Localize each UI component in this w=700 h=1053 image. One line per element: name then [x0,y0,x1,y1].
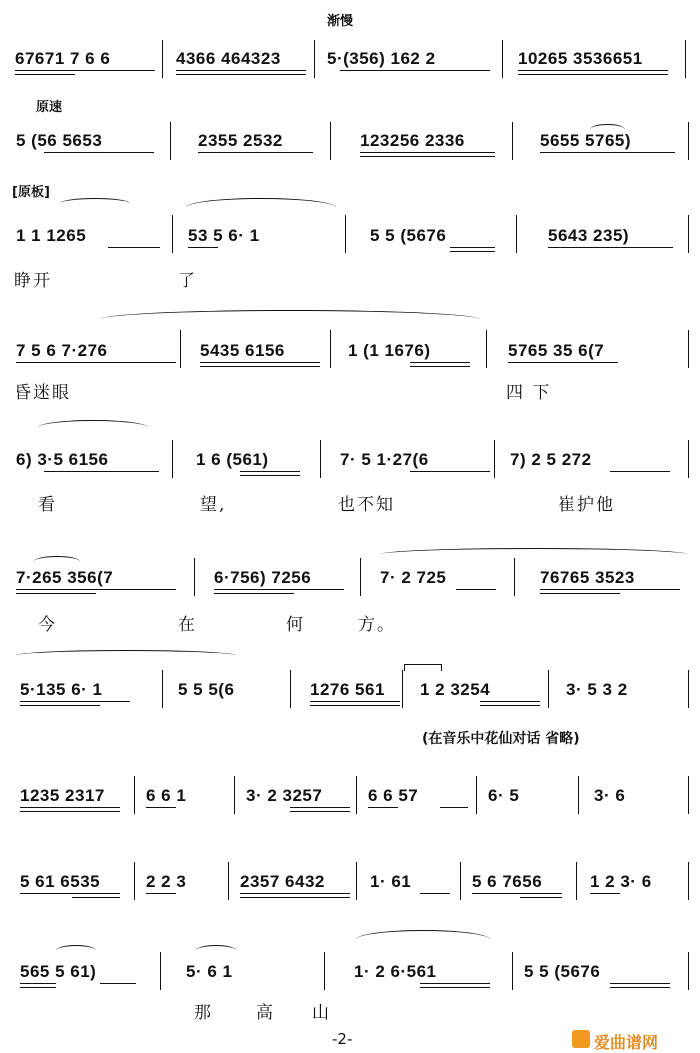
measure-r5-3: 7· 5 1·27(6 [340,450,429,469]
measure-r8-3: 3· 2 3257 [246,786,323,805]
barline [314,40,315,78]
measure-r9-5: 5 6 7656 [472,872,543,891]
measure-r1-4: 10265 3536651 [518,49,643,68]
measure-r4-2: 5435 6156 [200,341,285,360]
measure-r9-4: 1· 61 [370,872,412,891]
lyrics-r6-2: 在 [178,615,197,635]
lyrics-r6-3: 何 [286,615,305,635]
measure-r10-3: 1· 2 6·561 [354,962,437,981]
measure-r5-4: 7) 2 5 272 [510,450,592,469]
measure-r10-1: 565 5 61) [20,962,97,981]
measure-r6-4: 76765 3523 [540,568,635,587]
measure-r9-6: 1 2 3· 6 [590,872,652,891]
tempo-mark-yuan-su: 原速 [36,100,63,115]
measure-r2-1: 5 (56 5653 [16,131,103,150]
lyrics-r10-3: 山 [312,1003,331,1023]
site-logo-text: 爱曲谱网 [594,1033,659,1052]
measure-r6-3: 7· 2 725 [380,568,447,587]
measure-r7-4: 1 2 3254 [420,680,491,699]
measure-r2-4: 5655 5765) [540,131,632,150]
measure-r3-4: 5643 235) [548,226,630,245]
measure-r9-3: 2357 6432 [240,872,325,891]
measure-r2-3: 123256 2336 [360,131,465,150]
lyrics-r6-4: 方。 [358,615,396,635]
lyrics-r5-1: 看 [38,495,57,515]
lyrics-r5-3: 也不知 [338,495,395,515]
measure-r4-3: 1 (1 1676) [348,341,431,360]
lyrics-r5-2: 望, [200,495,227,515]
measure-r9-1: 5 61 6535 [20,872,101,891]
measure-r5-1: 6) 3·5 6156 [16,450,109,469]
measure-r5-2: 1 6 (561) [196,450,269,469]
dialogue-annotation: (在音乐中花仙对话 省略) [422,731,580,747]
measure-r10-4: 5 5 (5676 [524,962,601,981]
barline [162,40,163,78]
measure-r1-3: 5·(356) 162 2 [327,49,436,68]
measure-r8-5: 6· 5 [488,786,520,805]
measure-r2-2: 2355 2532 [198,131,283,150]
lyrics-r5-4: 崔护他 [558,495,615,515]
lyrics-r4-2: 四 下 [506,383,552,403]
lyrics-r3-2: 了 [178,271,197,291]
lyrics-r4-1: 昏迷眼 [14,383,71,403]
tempo-mark-yuan-ban: [原板] [12,185,50,200]
measure-r7-5: 3· 5 3 2 [566,680,628,699]
measure-r1-2: 4366 464323 [176,49,281,68]
barline [502,40,503,78]
measure-r7-2: 5 5 5(6 [178,680,235,699]
lyrics-r10-1: 那 [194,1003,213,1023]
lyrics-r6-1: 今 [38,615,57,635]
measure-r3-2: 53 5 6· 1 [188,226,260,245]
measure-r3-1: 1 1 1265 [16,226,87,245]
barline [685,40,686,78]
measure-r9-2: 2 2 3 [146,872,187,891]
measure-r8-1: 1235 2317 [20,786,105,805]
measure-r8-2: 6 6 1 [146,786,187,805]
measure-r4-4: 5765 35 6(7 [508,341,605,360]
page-number: -2- [332,1030,353,1048]
lyrics-r10-2: 高 [256,1003,275,1023]
measure-r7-3: 1276 561 [310,680,385,699]
lyrics-r3-1: 睁开 [14,271,52,291]
measure-r6-1: 7·265 356(7 [16,568,114,587]
measure-r1-1: 67671 7 6 6 [15,49,111,68]
site-logo-icon [572,1030,590,1048]
measure-r8-6: 3· 6 [594,786,626,805]
measure-r3-3: 5 5 (5676 [370,226,447,245]
measure-r4-1: 7 5 6 7·276 [16,341,108,360]
measure-r6-2: 6·756) 7256 [214,568,312,587]
measure-r10-2: 5· 6 1 [186,962,233,981]
measure-r7-1: 5·135 6· 1 [20,680,103,699]
tempo-mark-jian-man: 渐慢 [327,14,354,29]
measure-r8-4: 6 6 57 [368,786,419,805]
